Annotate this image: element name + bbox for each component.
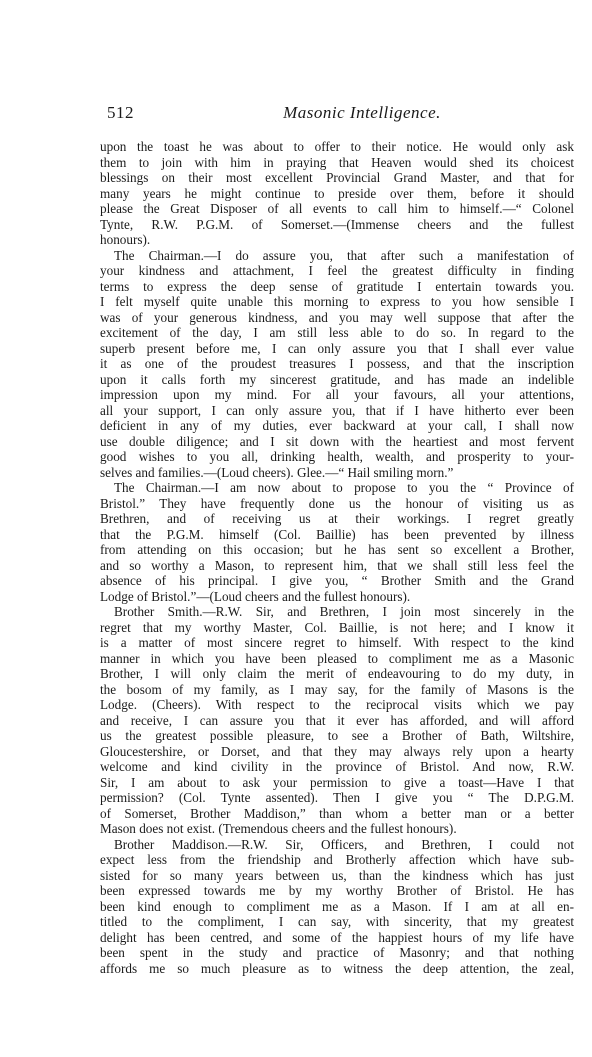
text-line: The Chairman.—I am now about to propose to you the “ Province of	[114, 480, 574, 495]
text-line: affords me so much pleasure as to witness the deep attention, the zeal,	[100, 960, 574, 976]
text-line: welcome and kind civility in the province of Bristol. And now, R.W.	[100, 759, 574, 774]
text-line: expect less from the friendship and Brotherly affection which have sub-	[100, 852, 574, 867]
text-line: manner in which you have been pleased to compliment me as a Masonic	[100, 650, 574, 666]
text-line: Brethren, and of receiving us at their workings. I regret greatly	[100, 511, 574, 526]
text-line: honours).	[100, 232, 151, 247]
running-title: Masonic Intelligence.	[283, 103, 441, 122]
text-line: I felt myself quite unable this morning to express to you how sensible I	[100, 294, 574, 309]
text-line: impression upon my mind. For all your favours, all your attentions,	[100, 387, 574, 402]
page-number: 512	[107, 103, 134, 122]
text-line: is a matter of most sincere regret to himself. With respect to the kind	[100, 635, 574, 650]
text-line: from attending on this occasion; but he has sent so excellent a Brother,	[100, 542, 574, 557]
text-line: Gloucestershire, or Dorset, and that they may always rely upon a hearty	[100, 743, 574, 759]
text-line: terms to express the deep sense of gratitude I entertain towards you.	[100, 278, 574, 294]
text-line: of Somerset, Brother Maddison,” than whom a better man or a better	[100, 805, 574, 821]
text-line: use double diligence; and I sit down with the heartiest and most fervent	[100, 433, 574, 449]
text-line: titled to the compliment, I can say, with sincerity, that my greatest	[100, 914, 574, 929]
text-line: been spent in the study and practice of Masonry; and that nothing	[100, 945, 574, 960]
text-line: it as one of the proudest treasures I possess, and that the inscription	[100, 356, 574, 371]
text-line: us the greatest possible pleasure, to see a Brother of Bath, Wiltshire,	[100, 728, 574, 743]
text-line: selves and families.—(Loud cheers). Glee.—“ Hail smiling morn.”	[100, 464, 454, 480]
text-line: the bosom of my family, as I may say, for the family of Masons is the	[100, 681, 574, 697]
text-line: upon the toast he was about to offer to their notice. He would only ask	[100, 139, 574, 154]
text-line: many years he might continue to preside over them, before it should	[100, 185, 574, 201]
text-line: upon it calls forth my sincerest gratitude, and has made an indelible	[100, 371, 574, 387]
body-text	[100, 139, 574, 976]
text-line: been kind enough to compliment me as a Mason. If I am at all en-	[100, 898, 574, 914]
text-line: that the P.G.M. himself (Col. Baillie) has been prevented by illness	[100, 526, 574, 542]
text-line: all your support, I can only assure you, that if I have hitherto ever been	[100, 402, 574, 418]
text-line: and receive, I can assure you that it ever has afforded, and will afford	[100, 712, 574, 728]
text-line: Tynte, R.W. P.G.M. of Somerset.—(Immense cheers and the fullest	[100, 216, 574, 232]
text-line: The Chairman.—I do assure you, that after such a manifestation of	[114, 247, 574, 263]
text-line: been expressed towards me by my worthy Brother of Bristol. He has	[100, 883, 574, 898]
text-line: superb present before me, I can only assure you that I shall ever value	[100, 340, 574, 356]
text-line: Sir, I am about to ask your permission to give a toast—Have I that	[100, 774, 574, 790]
text-line: Bristol.” They have frequently done us the honour of visiting us as	[100, 495, 574, 511]
text-line: Mason does not exist. (Tremendous cheers and the fullest honours).	[100, 821, 457, 836]
text-line: absence of his principal. I give you, “ Brother Smith and the Grand	[100, 573, 574, 588]
text-line: Brother Smith.—R.W. Sir, and Brethren, I join most sincerely in the	[114, 604, 574, 619]
text-line: your kindness and attachment, I feel the greatest difficulty in finding	[100, 263, 574, 278]
text-line: Lodge. (Cheers). With respect to the reciprocal visits which we pay	[100, 697, 574, 712]
text-line: Brother, I will only claim the merit of endeavouring to do my duty, in	[100, 666, 574, 681]
text-line: permission? (Col. Tynte assented). Then I give you “ The D.P.G.M.	[100, 790, 574, 805]
text-line: regret that my worthy Master, Col. Baillie, is not here; and I know it	[100, 619, 574, 635]
text-line: was of your generous kindness, and you may well suppose that after the	[100, 309, 574, 325]
text-line: and so worthy a Mason, to represent him, that we shall still less feel the	[100, 557, 574, 573]
text-line: please the Great Disposer of all events to call him to himself.—“ Colonel	[100, 201, 574, 216]
text-line: delight has been centred, and some of the happiest hours of my life have	[100, 929, 574, 945]
running-head	[107, 103, 575, 127]
text-line: Brother Maddison.—R.W. Sir, Officers, and Brethren, I could not	[114, 836, 574, 852]
text-line: them to join with him in praying that Heaven would shed its choicest	[100, 154, 574, 170]
text-line: blessings on their most excellent Provincial Grand Master, and that for	[100, 170, 574, 185]
text-line: good wishes to you all, drinking health, wealth, and prosperity to your-	[100, 449, 574, 464]
text-line: excitement of the day, I am still less able to do so. In regard to the	[100, 325, 574, 340]
text-line: Lodge of Bristol.”—(Loud cheers and the fullest honours).	[100, 588, 411, 604]
text-line: sisted for so many years between us, than the kindness which has just	[100, 867, 574, 883]
text-line: deficient in any of my duties, ever backward at your call, I shall now	[100, 418, 574, 433]
